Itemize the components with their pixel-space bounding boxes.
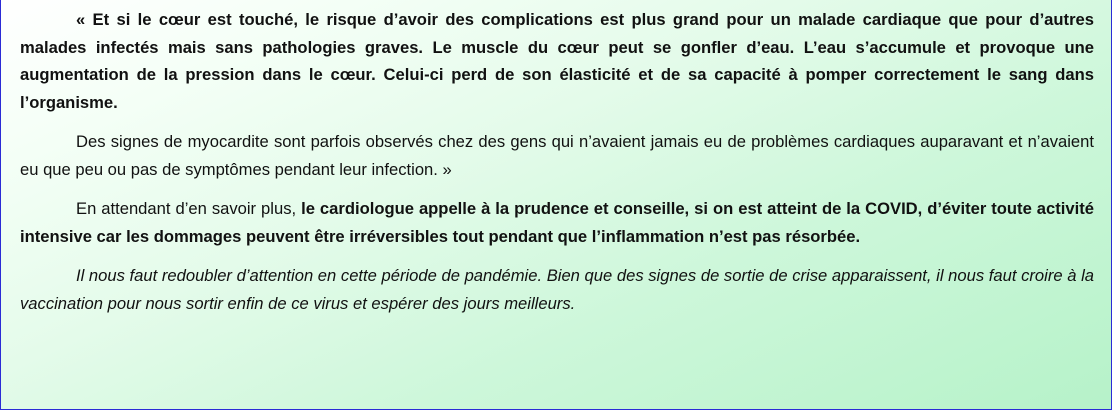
advice-bold-text: le cardiologue appelle à la prudence et conseille, si on est atteint de la COVID, d’éviter toute activité intensive car les dommages peuvent être irréversibles tout pendant que l’inflammation n’est pas résorbée. [20,199,1094,246]
advice-lead-text: En attendant d’en savoir plus, [76,199,302,218]
paragraph-conclusion-italic: Il nous faut redoubler d’attention en cette période de pandémie. Bien que des signes de sortie de crise apparaissent, il nous faut croire à la vaccination pour nous sortir enfin de ce virus et espérer des jours meilleurs. [20,266,1094,313]
article-body [20,6,1094,329]
paragraph-myocarditis: Des signes de myocardite sont parfois observés chez des gens qui n’avaient jamais eu de problèmes cardiaques auparavant et n’avaient eu que peu ou pas de symptômes pendant leur infection. » [20,132,1094,179]
paragraph-cardiologist-advice [20,195,1094,250]
paragraph-quote-bold: « Et si le cœur est touché, le risque d’avoir des complications est plus grand pour un malade cardiaque que pour d’autres malades infectés mais sans pathologies graves. Le muscle du cœur peut se gonfler d’eau. L’eau s’accumule et provoque une augmentation de la pression dans le cœur. Celui-ci perd de son élasticité et de sa capacité à pomper correctement le sang dans l’organisme. [20,10,1094,112]
